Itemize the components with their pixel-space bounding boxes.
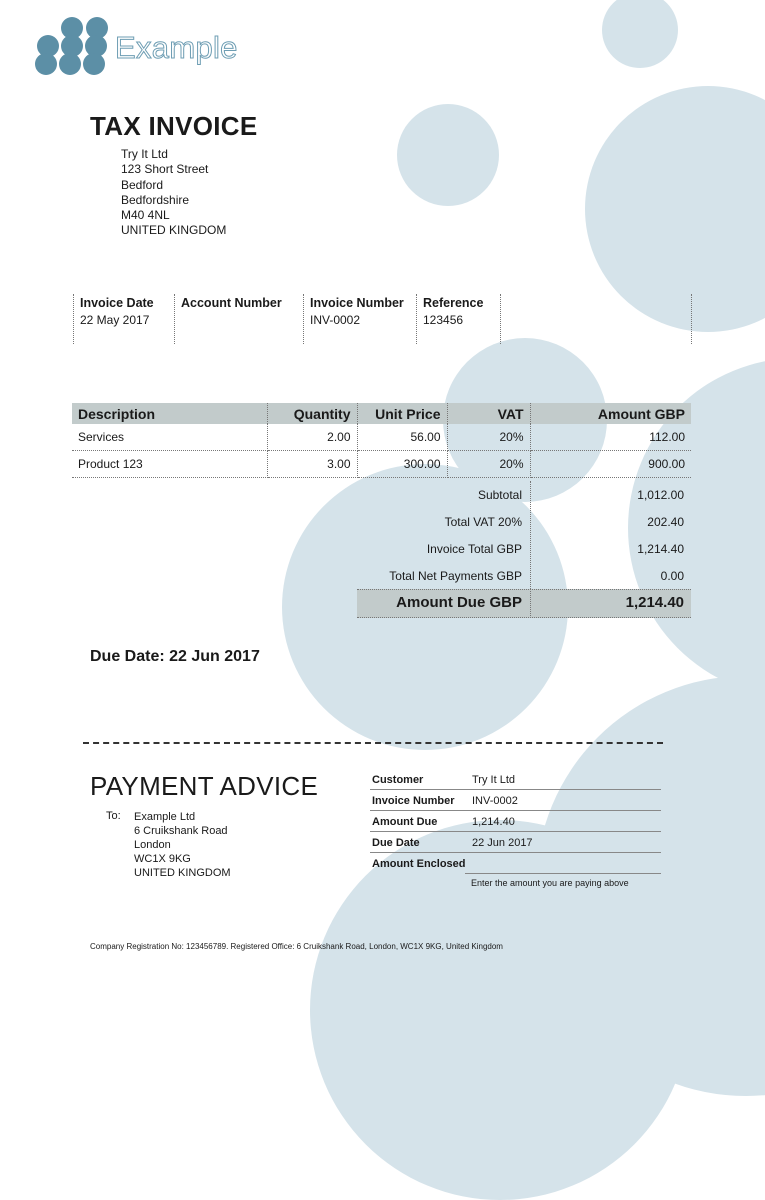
- subtotal-value: 1,012.00: [637, 488, 684, 502]
- payee-address: [134, 810, 231, 880]
- cell-amount: 900.00: [530, 451, 691, 478]
- cut-line: [83, 742, 663, 744]
- amount-due-value: 1,214.40: [625, 594, 684, 611]
- cell-amount: 112.00: [530, 424, 691, 451]
- address-line: 6 Cruikshank Road: [134, 825, 228, 837]
- invoice-total-value: 1,214.40: [637, 542, 684, 556]
- amount-enclosed-hint: Enter the amount you are paying above: [471, 878, 629, 888]
- address-line: Bedfordshire: [121, 192, 190, 207]
- meta-value: 22 May 2017: [80, 313, 150, 327]
- advice-label: Customer: [372, 774, 424, 786]
- cell-quantity: 3.00: [267, 451, 357, 478]
- cell-description: Product 123: [72, 451, 267, 478]
- address-line: M40 4NL: [121, 208, 170, 223]
- address-line: UNITED KINGDOM: [121, 223, 227, 238]
- advice-divider: [370, 810, 661, 811]
- invoice-title: TAX INVOICE: [90, 111, 258, 141]
- amount-due-divider: [530, 589, 531, 616]
- meta-label: Invoice Date: [80, 296, 154, 310]
- footer-registration: Company Registration No: 123456789. Registered Office: 6 Cruikshank Road, London, WC1X 9KG, United Kingdom: [90, 942, 503, 951]
- payment-advice-title: PAYMENT ADVICE: [90, 771, 319, 801]
- due-date: Due Date: 22 Jun 2017: [90, 648, 260, 665]
- cell-vat: 20%: [447, 424, 530, 451]
- meta-label: Account Number: [181, 296, 282, 310]
- column-header-unit-price: Unit Price: [357, 403, 447, 424]
- totals-divider: [530, 481, 531, 589]
- address-line: London: [134, 839, 171, 851]
- column-header-description: Description: [72, 403, 267, 424]
- background-circle: [397, 104, 499, 206]
- total-vat-value: 202.40: [647, 515, 684, 529]
- cell-description: Services: [72, 424, 267, 451]
- advice-divider: [370, 831, 661, 832]
- line-items-table: [72, 403, 691, 478]
- meta-label: Invoice Number: [310, 296, 404, 310]
- address-line: WC1X 9KG: [134, 853, 191, 865]
- table-row: [72, 424, 691, 451]
- advice-label: Amount Due: [372, 816, 438, 828]
- address-line: Try It Ltd: [121, 147, 168, 161]
- invoice-total-label: Invoice Total GBP: [426, 542, 522, 556]
- customer-address: [121, 147, 226, 239]
- to-label: To:: [106, 810, 121, 822]
- address-line: UNITED KINGDOM: [134, 867, 231, 879]
- amount-enclosed-line: [465, 873, 661, 874]
- table-row: [72, 451, 691, 478]
- meta-account-number: [174, 294, 282, 344]
- advice-value: 1,214.40: [472, 816, 515, 828]
- background-circle: [310, 820, 690, 1200]
- cell-quantity: 2.00: [267, 424, 357, 451]
- column-header-amount: Amount GBP: [530, 403, 691, 424]
- total-vat-label: Total VAT 20%: [444, 515, 522, 529]
- advice-label: Amount Enclosed: [372, 858, 466, 870]
- advice-value: Try It Ltd: [472, 774, 515, 786]
- column-header-vat: VAT: [447, 403, 530, 424]
- advice-label: Due Date: [372, 837, 420, 849]
- column-header-quantity: Quantity: [267, 403, 357, 424]
- background-circle: [585, 86, 765, 332]
- meta-invoice-date: [73, 294, 154, 344]
- cell-vat: 20%: [447, 451, 530, 478]
- advice-value: INV-0002: [472, 795, 518, 807]
- advice-label: Invoice Number: [372, 795, 455, 807]
- meta-reference: [416, 294, 483, 344]
- amount-due-label: Amount Due GBP: [396, 594, 522, 611]
- background-circle: [602, 0, 678, 68]
- meta-divider: [691, 294, 692, 344]
- meta-label: Reference: [423, 296, 484, 310]
- advice-value: 22 Jun 2017: [472, 837, 533, 849]
- cell-unit-price: 300.00: [357, 451, 447, 478]
- address-line: Example Ltd: [134, 811, 196, 823]
- subtotal-label: Subtotal: [477, 488, 522, 502]
- address-line: 123 Short Street: [121, 162, 209, 177]
- address-line: Bedford: [121, 177, 164, 192]
- advice-divider: [370, 852, 661, 853]
- net-payments-label: Total Net Payments GBP: [389, 569, 522, 583]
- table-header-row: [72, 403, 691, 424]
- advice-divider: [370, 789, 661, 790]
- cell-unit-price: 56.00: [357, 424, 447, 451]
- net-payments-value: 0.00: [660, 569, 684, 583]
- meta-value: INV-0002: [310, 313, 361, 327]
- meta-divider: [500, 294, 501, 344]
- meta-invoice-number: [303, 294, 404, 344]
- logo-text: Example: [115, 30, 238, 65]
- meta-value: 123456: [423, 313, 464, 327]
